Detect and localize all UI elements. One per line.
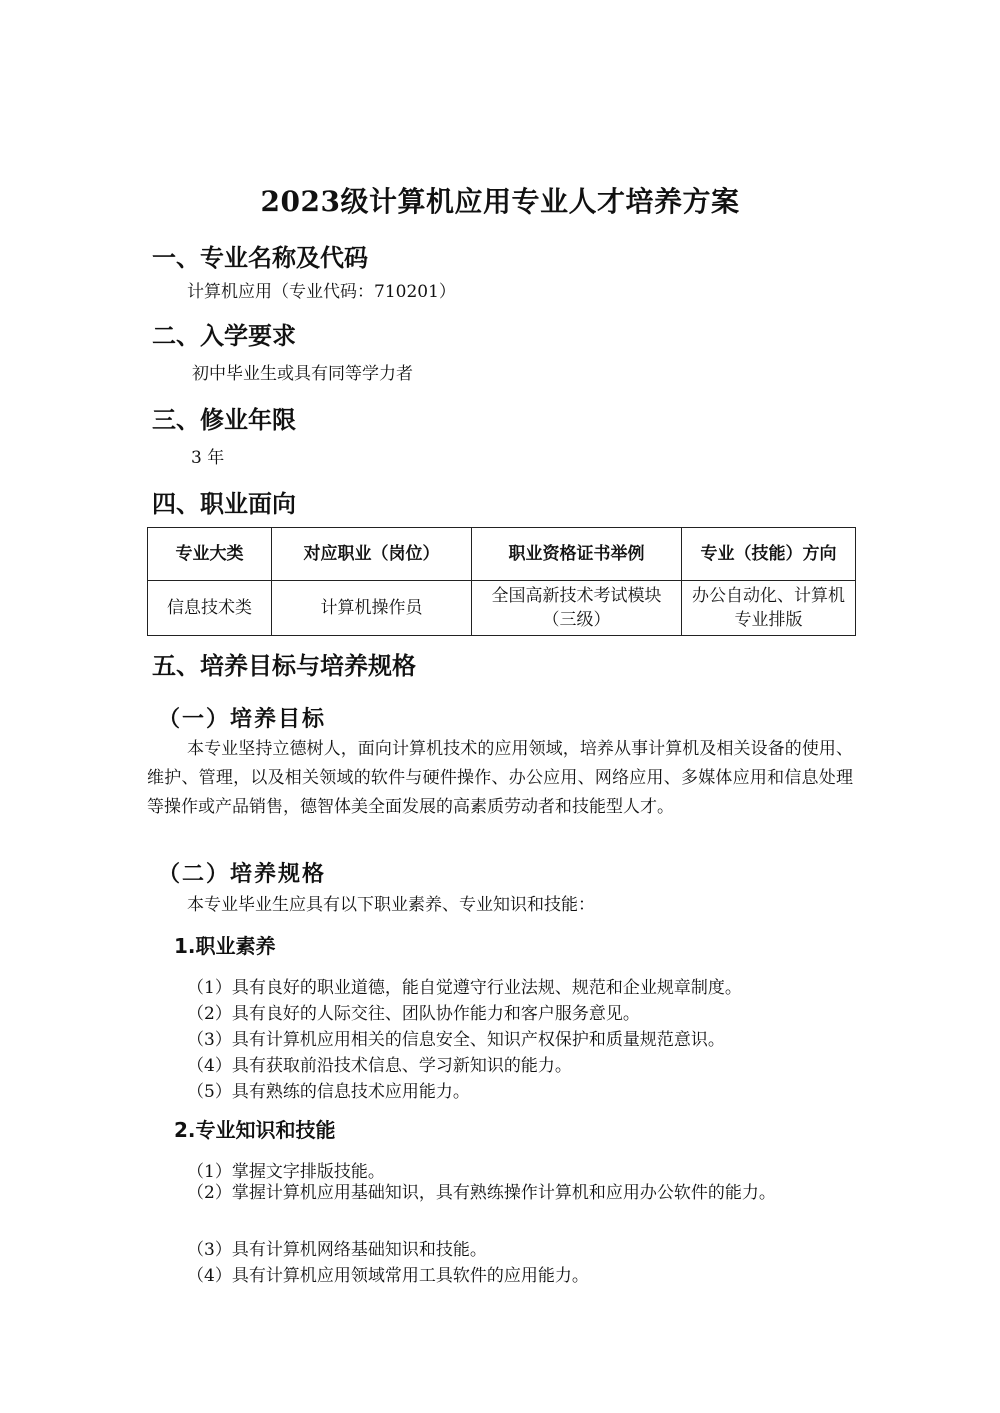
- list-item: （2）具有良好的人际交往、团队协作能力和客户服务意见。: [187, 1004, 640, 1024]
- table-cell: 办公自动化、计算机专业排版: [682, 581, 856, 636]
- section-heading-duration: 三、修业年限: [152, 406, 296, 434]
- list-item: （1）具有良好的职业道德，能自觉遵守行业法规、规范和企业规章制度。: [187, 978, 742, 998]
- career-table: [147, 527, 856, 636]
- table-header-row: [148, 528, 856, 581]
- major-name-text: 计算机应用（专业代码：710201）: [187, 282, 456, 302]
- list-item: （4）具有计算机应用领域常用工具软件的应用能力。: [187, 1266, 589, 1286]
- part-heading-knowledge-skills: 2.专业知识和技能: [174, 1118, 336, 1142]
- admission-text: 初中毕业生或具有同等学力者: [192, 364, 413, 384]
- document-title: 2023级计算机应用专业人才培养方案: [260, 185, 740, 218]
- section-heading-career: 四、职业面向: [152, 490, 296, 518]
- specs-intro: 本专业毕业生应具有以下职业素养、专业知识和技能：: [187, 895, 595, 915]
- table-row: [148, 581, 856, 636]
- list-item: （1）掌握文字排版技能。: [187, 1162, 385, 1182]
- table-cell: 全国高新技术考试模块（三级）: [472, 581, 682, 636]
- list-item: （3）具有计算机应用相关的信息安全、知识产权保护和质量规范意识。: [187, 1030, 725, 1050]
- table-header-cell: 专业大类: [148, 528, 272, 581]
- subsection-heading-specs: （二）培养规格: [158, 861, 327, 887]
- subsection-heading-goals: （一）培养目标: [158, 706, 327, 732]
- table-header-cell: 对应职业（岗位）: [272, 528, 472, 581]
- table-cell: 信息技术类: [148, 581, 272, 636]
- table-header-cell: 职业资格证书举例: [472, 528, 682, 581]
- table-header-cell: 专业（技能）方向: [682, 528, 856, 581]
- list-item: （4）具有获取前沿技术信息、学习新知识的能力。: [187, 1056, 572, 1076]
- list-item: （2）掌握计算机应用基础知识，具有熟练操作计算机和应用办公软件的能力。: [187, 1183, 776, 1203]
- list-item: （5）具有熟练的信息技术应用能力。: [187, 1082, 470, 1102]
- table-cell: 计算机操作员: [272, 581, 472, 636]
- section-heading-admission: 二、入学要求: [152, 322, 296, 350]
- goals-paragraph: 本专业坚持立德树人，面向计算机技术的应用领域，培养从事计算机及相关设备的使用、维护、管理，以及相关领域的软件与硬件操作、办公应用、网络应用、多媒体应用和信息处理等操作或产品销售，德智体美全面发展的高素质劳动者和技能型人才。: [147, 739, 853, 817]
- duration-text: 3 年: [191, 448, 225, 468]
- section-heading-goals-specs: 五、培养目标与培养规格: [152, 652, 416, 680]
- part-heading-professional-quality: 1.职业素养: [174, 934, 276, 958]
- section-heading-major-name: 一、专业名称及代码: [152, 244, 368, 272]
- list-item: （3）具有计算机网络基础知识和技能。: [187, 1240, 487, 1260]
